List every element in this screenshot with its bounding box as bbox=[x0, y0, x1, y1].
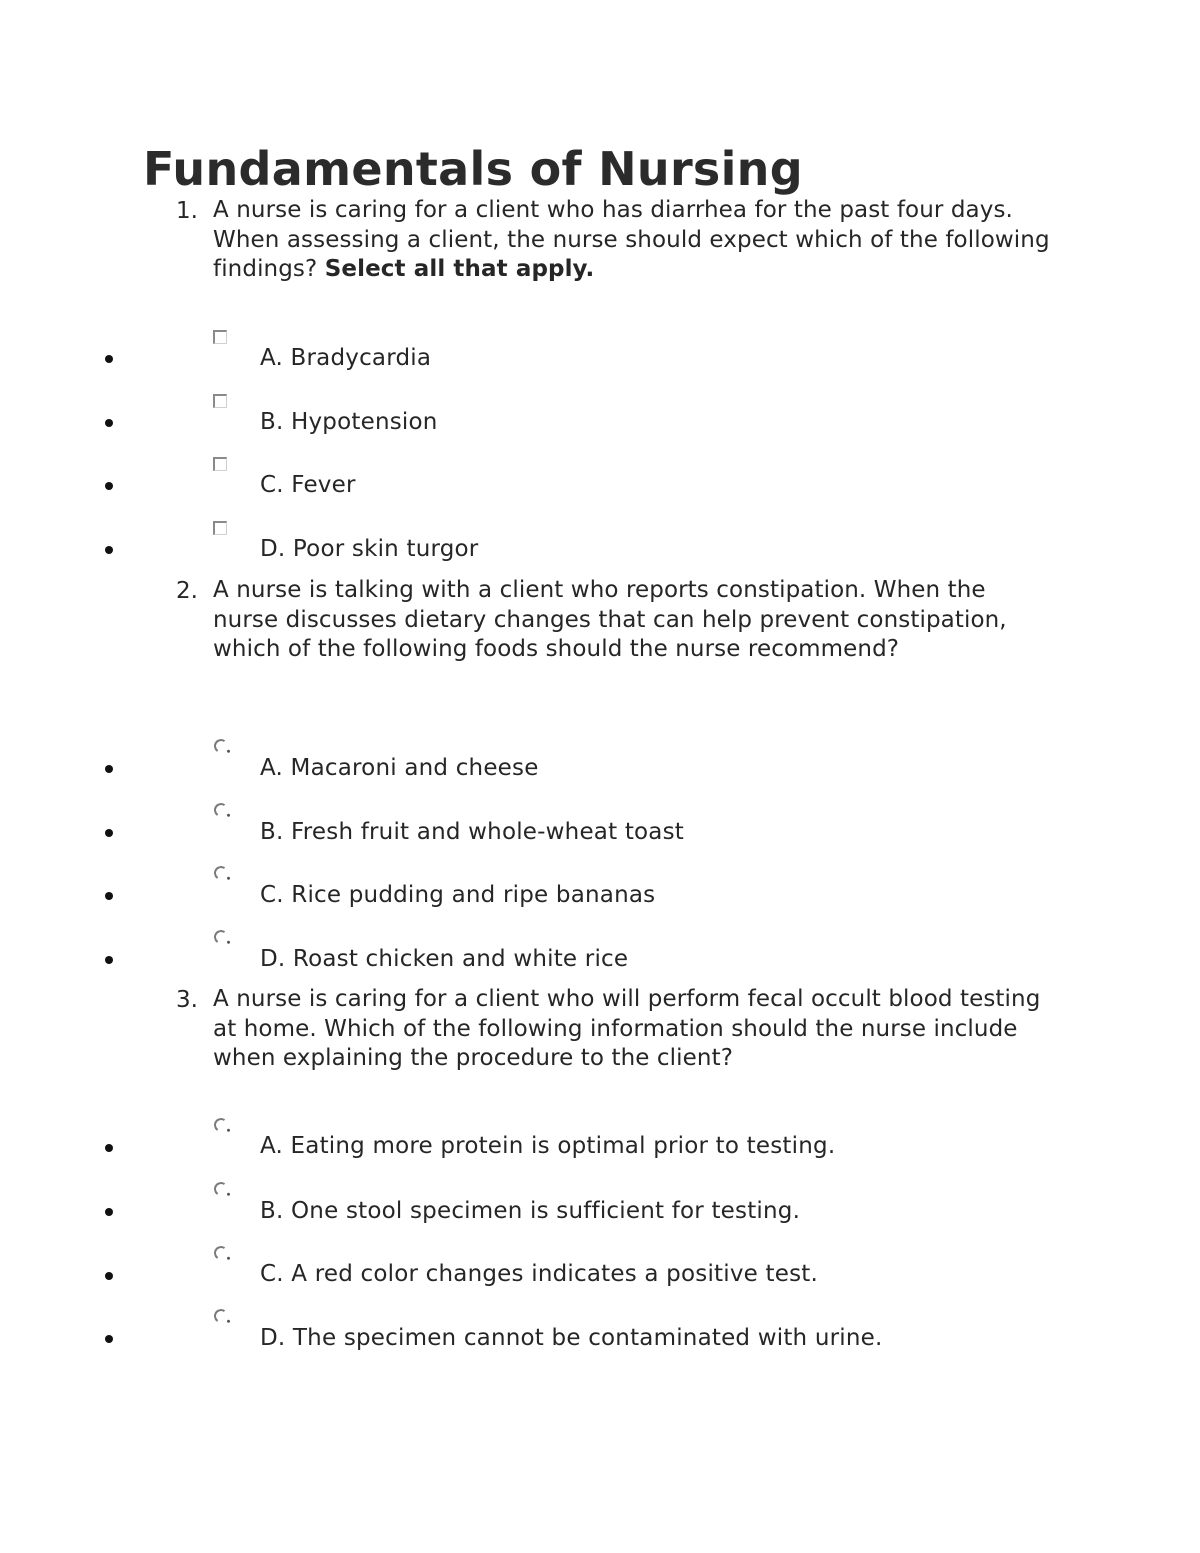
checkbox-icon[interactable] bbox=[213, 457, 227, 471]
answer-option bbox=[0, 1114, 1200, 1178]
option-label: C. Rice pudding and ripe bananas bbox=[260, 882, 656, 908]
bullet-icon bbox=[105, 829, 113, 837]
bullet-icon bbox=[105, 355, 113, 363]
radio-button-icon[interactable] bbox=[213, 1181, 229, 1197]
radio-button-icon[interactable] bbox=[213, 865, 229, 881]
question-text: A nurse is caring for a client who will perform fecal occult blood testing at home. Which of the following information should the nurse include when explaining the procedure to the client? bbox=[213, 986, 1041, 1072]
question-text: A nurse is talking with a client who reports constipation. When the nurse discusses dietary changes that can help prevent constipation, which of the following foods should the nurse recommend? bbox=[213, 577, 1007, 663]
radio-button-icon[interactable] bbox=[213, 738, 229, 754]
option-label: D. Roast chicken and white rice bbox=[260, 946, 629, 972]
option-label: A. Macaroni and cheese bbox=[260, 755, 539, 781]
question-body: A nurse is caring for a client who has diarrhea for the past four days. When assessing a client, the nurse should expect which of the following findings? bbox=[213, 197, 1050, 283]
radio-button-icon[interactable] bbox=[213, 929, 229, 945]
option-label: B. Fresh fruit and whole-wheat toast bbox=[260, 819, 685, 845]
bullet-icon bbox=[105, 1272, 113, 1280]
answer-option bbox=[0, 389, 1200, 453]
answer-option bbox=[0, 862, 1200, 926]
option-label: C. Fever bbox=[260, 472, 356, 498]
answer-option bbox=[0, 452, 1200, 516]
answer-option bbox=[0, 735, 1200, 799]
bullet-icon bbox=[105, 1144, 113, 1152]
checkbox-icon[interactable] bbox=[213, 521, 227, 535]
answer-option bbox=[0, 1305, 1200, 1369]
checkbox-icon[interactable] bbox=[213, 330, 227, 344]
question-number: 3. bbox=[176, 987, 198, 1013]
bullet-icon bbox=[105, 1208, 113, 1216]
answer-option bbox=[0, 1178, 1200, 1242]
answer-option bbox=[0, 926, 1200, 990]
option-label: C. A red color changes indicates a positive test. bbox=[260, 1261, 818, 1287]
bullet-icon bbox=[105, 956, 113, 964]
bullet-icon bbox=[105, 482, 113, 490]
option-label: B. One stool specimen is sufficient for testing. bbox=[260, 1198, 801, 1224]
question-number: 2. bbox=[176, 578, 198, 604]
bullet-icon bbox=[105, 765, 113, 773]
bullet-icon bbox=[105, 419, 113, 427]
option-label: B. Hypotension bbox=[260, 409, 438, 435]
option-label: D. The specimen cannot be contaminated with urine. bbox=[260, 1325, 883, 1351]
option-label: A. Bradycardia bbox=[260, 345, 432, 371]
bullet-icon bbox=[105, 546, 113, 554]
radio-button-icon[interactable] bbox=[213, 802, 229, 818]
radio-button-icon[interactable] bbox=[213, 1308, 229, 1324]
option-label: D. Poor skin turgor bbox=[260, 536, 479, 562]
radio-button-icon[interactable] bbox=[213, 1245, 229, 1261]
radio-button-icon[interactable] bbox=[213, 1117, 229, 1133]
answer-option bbox=[0, 799, 1200, 863]
answer-option bbox=[0, 325, 1200, 389]
bullet-icon bbox=[105, 1335, 113, 1343]
answer-option bbox=[0, 516, 1200, 580]
page-title: Fundamentals of Nursing bbox=[143, 142, 803, 196]
question-number: 1. bbox=[176, 198, 198, 224]
question-text bbox=[213, 196, 1053, 285]
question-emphasis: Select all that apply. bbox=[324, 256, 595, 283]
option-label: A. Eating more protein is optimal prior to testing. bbox=[260, 1133, 836, 1159]
answer-option bbox=[0, 1242, 1200, 1306]
bullet-icon bbox=[105, 892, 113, 900]
checkbox-icon[interactable] bbox=[213, 394, 227, 408]
